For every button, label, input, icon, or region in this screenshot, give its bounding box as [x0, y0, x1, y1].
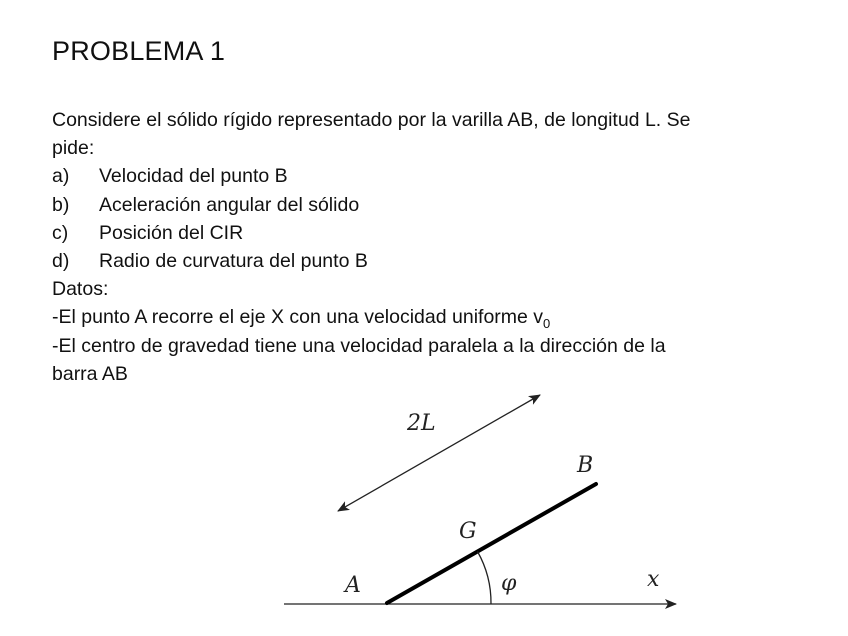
data-item-2-line-1: -El centro de gravedad tiene una velocidad paralela a la dirección de la — [52, 334, 666, 357]
angle-arc — [478, 552, 492, 605]
question-marker: c) — [52, 221, 69, 244]
problem-title: PROBLEMA 1 — [52, 36, 226, 66]
question-text: Velocidad del punto B — [99, 165, 288, 188]
point-b-label: B — [577, 453, 594, 478]
rod-ab — [387, 484, 596, 603]
data-heading: Datos: — [52, 278, 109, 301]
intro-line-2: pide: — [52, 137, 95, 160]
velocity-subscript: 0 — [543, 316, 551, 332]
x-axis-label: x — [647, 567, 660, 592]
length-label: 2L — [407, 411, 436, 436]
data-item-1-text: -El punto A recorre el eje X con una velocidad uniforme v — [52, 306, 544, 329]
question-marker: d) — [52, 250, 70, 273]
angle-label: φ — [501, 571, 517, 596]
length-dimension-arrow — [338, 395, 540, 511]
point-a-label: A — [345, 573, 361, 598]
question-text: Aceleración angular del sólido — [99, 193, 360, 216]
data-item-2-line-2: barra AB — [52, 362, 128, 385]
question-text: Radio de curvatura del punto B — [99, 250, 368, 273]
question-text: Posición del CIR — [99, 221, 244, 244]
question-marker: b) — [52, 193, 70, 216]
intro-line-1: Considere el sólido rígido representado por la varilla AB, de longitud L. Se — [52, 109, 691, 131]
question-marker: a) — [52, 165, 70, 188]
point-g-label: G — [459, 519, 477, 544]
